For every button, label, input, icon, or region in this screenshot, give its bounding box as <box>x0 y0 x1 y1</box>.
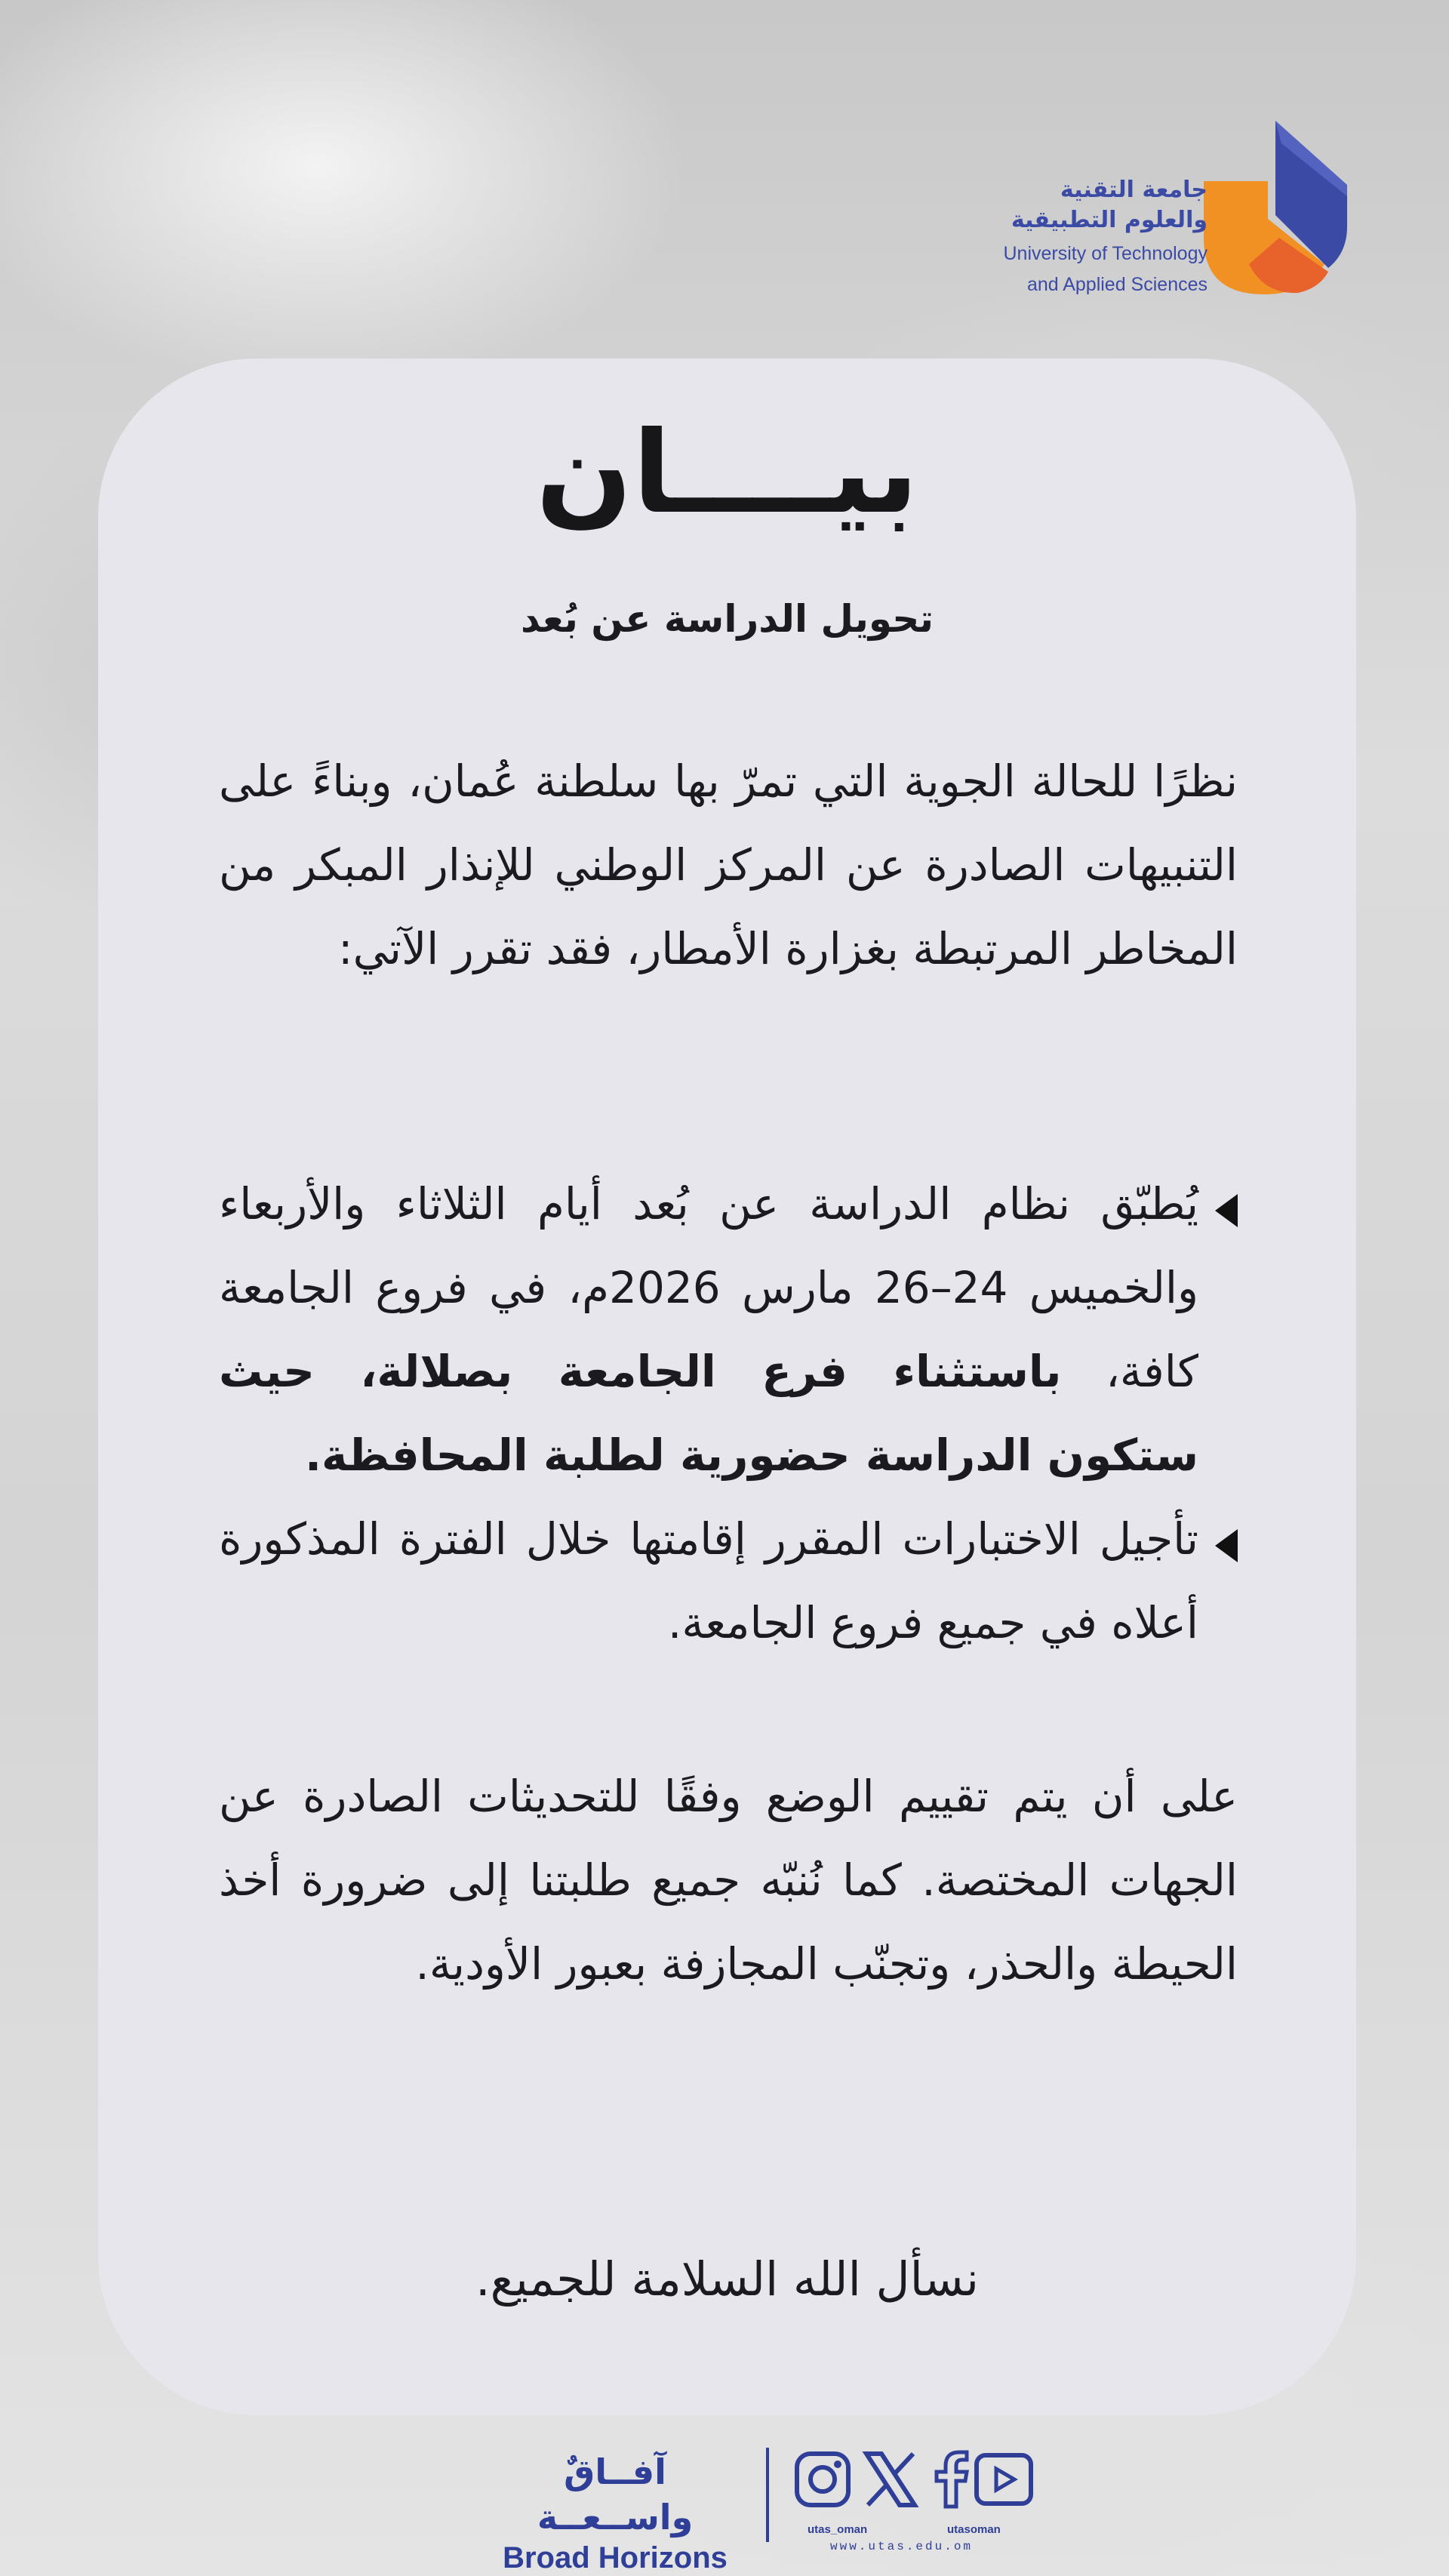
closing-line: نسأل الله السلامة للجميع. <box>475 2251 980 2307</box>
facebook-icon[interactable] <box>932 2449 970 2510</box>
x-icon[interactable] <box>860 2449 921 2510</box>
university-name-ar-line2: والعلوم التطبيقية <box>1011 207 1208 233</box>
brand-slogan-ar: آفــاقٌ واســعــة <box>537 2451 694 2538</box>
bullet-triangle-icon <box>1215 1194 1238 1227</box>
broad-horizons-brand <box>487 2449 743 2576</box>
university-name <box>1003 175 1208 297</box>
university-name-ar-line1: جامعة التقنية <box>1060 177 1208 203</box>
social-links <box>785 2449 1041 2555</box>
decision-list <box>219 1162 1238 1665</box>
youtube-icon[interactable] <box>974 2449 1034 2510</box>
decision-item-exams <box>219 1497 1238 1665</box>
website-link[interactable]: www.utas.edu.om <box>830 2540 974 2553</box>
decision-item-remote-study <box>219 1162 1238 1497</box>
university-emblem-icon <box>1192 113 1351 298</box>
footer <box>468 2442 1041 2574</box>
intro-paragraph: نظرًا للحالة الجوية التي تمرّ بها سلطنة عُمان، وبناءً على التنبيهات الصادرة عن المركز الوطني للإنذار المبكر من المخاطر المرتبطة بغزارة الأمطار، فقد تقرر الآتي: <box>219 756 1238 974</box>
announcement-title: بيــــان <box>536 408 918 539</box>
instagram-x-handle[interactable]: utas_oman <box>808 2523 868 2536</box>
announcement-subtitle: تحويل الدراسة عن بُعد <box>520 597 934 641</box>
university-logo <box>898 113 1351 298</box>
note-paragraph: على أن يتم تقييم الوضع وفقًا للتحديثات الصادرة عن الجهات المختصة. كما نُنبّه جميع طلبتنا إلى ضرورة أخذ الحيطة والحذر، وتجنّب المجازفة بعبور الأودية. <box>219 1771 1238 1990</box>
facebook-youtube-handle[interactable]: utasoman <box>947 2523 1001 2536</box>
brand-slogan-en: Broad Horizons <box>503 2541 728 2574</box>
decision-item-text: يُطبّق نظام الدراسة عن بُعد أيام الثلاثاء والأربعاء والخميس 24–26 مارس 2026م، في فروع الجامعة كافة، <box>219 1178 1198 1397</box>
instagram-icon[interactable] <box>792 2449 853 2510</box>
announcement-card <box>98 359 1356 2415</box>
bullet-triangle-icon <box>1215 1529 1238 1562</box>
footer-divider <box>766 2448 769 2542</box>
university-name-en-line2: and Applied Sciences <box>1026 274 1208 295</box>
university-name-en-line1: University of Technology <box>1003 243 1208 264</box>
decision-item-text: تأجيل الاختبارات المقرر إقامتها خلال الفترة المذكورة أعلاه في جميع فروع الجامعة. <box>219 1513 1198 1648</box>
decision-item-exception: باستثناء فرع الجامعة بصلالة، حيث ستكون الدراسة حضورية لطلبة المحافظة. <box>219 1346 1198 1481</box>
